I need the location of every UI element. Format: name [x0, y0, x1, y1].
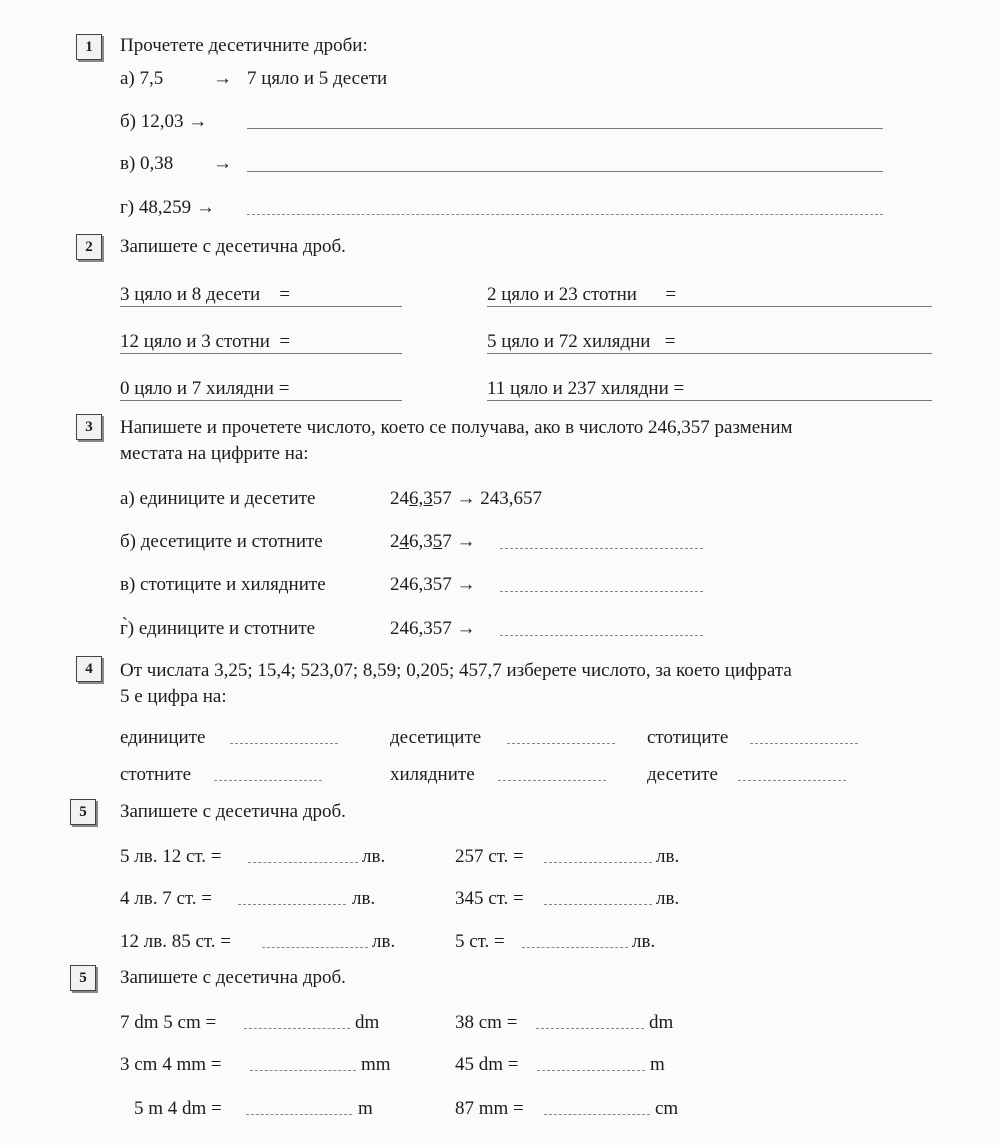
ex4-hundreds-label: стотиците	[647, 727, 729, 748]
ex6-row3-right: 87 mm =	[455, 1098, 524, 1119]
ex6-row3-left-unit: m	[358, 1098, 373, 1119]
ex3-g-answer-line[interactable]	[500, 635, 703, 636]
ex5-row2-left-unit: лв.	[352, 888, 376, 909]
ex4-tens-line[interactable]	[507, 743, 615, 744]
ex2-row1-right-line[interactable]	[487, 306, 932, 307]
exercise-3-title-line2: местата на цифрите на:	[120, 443, 309, 464]
ex1-a-arrow: →	[213, 68, 232, 89]
ex4-tenths-line[interactable]	[738, 780, 846, 781]
ex1-v-arrow: →	[213, 153, 232, 174]
ex2-row3-left: 0 цяло и 7 хилядни =	[120, 378, 290, 399]
ex5-row1-right-unit: лв.	[656, 846, 680, 867]
ex3-b-answer-line[interactable]	[500, 548, 703, 549]
ex4-thousandths-line[interactable]	[498, 780, 606, 781]
exercise-1-number: 1	[76, 34, 102, 60]
ex5-row3-right: 5 ст. =	[455, 931, 505, 952]
ex5-row2-right-unit: лв.	[656, 888, 680, 909]
ex6-row3-left: 5 m 4 dm =	[134, 1098, 222, 1119]
ex2-row1-right: 2 цяло и 23 стотни =	[487, 284, 677, 305]
exercise-5-title: Запишете с десетична дроб.	[120, 801, 346, 822]
exercise-4-title-line1: От числата 3,25; 15,4; 523,07; 8,59; 0,205; 457,7 изберете числото, за което цифрата	[120, 660, 792, 681]
ex4-units-label: единиците	[120, 727, 206, 748]
ex5-row3-left: 12 лв. 85 ст. =	[120, 931, 231, 952]
ex6-row1-left: 7 dm 5 cm =	[120, 1012, 217, 1033]
ex5-row2-left: 4 лв. 7 ст. =	[120, 888, 212, 909]
ex1-v-label: в) 0,38	[120, 153, 174, 174]
ex6-row1-left-unit: dm	[355, 1012, 380, 1033]
exercise-4-number: 4	[76, 656, 102, 682]
ex2-row2-left-line[interactable]	[120, 353, 402, 354]
ex5-row1-right-line[interactable]	[544, 862, 652, 863]
ex6-row1-left-line[interactable]	[244, 1028, 350, 1029]
ex5-row2-left-line[interactable]	[238, 904, 346, 905]
ex6-row2-right-unit: m	[650, 1054, 665, 1075]
exercise-5-number: 5	[70, 799, 96, 825]
ex5-row1-right: 257 ст. =	[455, 846, 524, 867]
ex3-a-number: 246,357 → 243,657	[390, 488, 542, 509]
ex5-row3-right-unit: лв.	[632, 931, 656, 952]
ex5-row2-right-line[interactable]	[544, 904, 652, 905]
ex6-row1-right-unit: dm	[649, 1012, 674, 1033]
ex6-row3-right-unit: cm	[655, 1098, 679, 1119]
ex5-row3-left-unit: лв.	[372, 931, 396, 952]
ex4-units-line[interactable]	[230, 743, 338, 744]
ex2-row3-left-line[interactable]	[120, 400, 402, 401]
ex5-row1-left: 5 лв. 12 ст. =	[120, 846, 222, 867]
ex3-v-label: в) стотиците и хилядните	[120, 574, 326, 595]
exercise-6-number: 5	[70, 965, 96, 991]
ex5-row2-right: 345 ст. =	[455, 888, 524, 909]
ex2-row2-left: 12 цяло и 3 стотни =	[120, 331, 291, 352]
ex5-row3-left-line[interactable]	[262, 947, 368, 948]
ex3-v-number: 246,357 →	[390, 574, 476, 595]
ex6-row3-right-line[interactable]	[544, 1114, 650, 1115]
ex5-row3-right-line[interactable]	[522, 947, 628, 948]
ex3-a-label: а) единиците и десетите	[120, 488, 316, 509]
exercise-2-number: 2	[76, 234, 102, 260]
ex6-row2-right: 45 dm =	[455, 1054, 519, 1075]
ex3-g-label: г̀) единиците и стотните	[120, 618, 316, 639]
ex1-a-answer: 7 цяло и 5 десети	[247, 68, 388, 89]
ex1-g-label: г) 48,259 →	[120, 197, 215, 218]
ex1-v-answer-line[interactable]	[247, 171, 883, 172]
ex4-hundreds-line[interactable]	[750, 743, 858, 744]
ex2-row1-left: 3 цяло и 8 десети =	[120, 284, 290, 305]
ex2-row3-right-line[interactable]	[487, 400, 932, 401]
ex6-row1-right: 38 cm =	[455, 1012, 518, 1033]
ex4-tenths-label: десетите	[647, 764, 718, 785]
exercise-6-title: Запишете с десетична дроб.	[120, 967, 346, 988]
ex6-row2-left: 3 cm 4 mm =	[120, 1054, 222, 1075]
exercise-4-title-line2: 5 е цифра на:	[120, 686, 227, 707]
ex2-row2-right: 5 цяло и 72 хилядни =	[487, 331, 676, 352]
exercise-2-title: Запишете с десетична дроб.	[120, 236, 346, 257]
ex5-row1-left-line[interactable]	[248, 862, 358, 863]
ex6-row2-left-unit: mm	[361, 1054, 391, 1075]
ex4-thousandths-label: хилядните	[390, 764, 475, 785]
ex3-b-number: 246,357 →	[390, 531, 476, 552]
exercise-3-title-line1: Напишете и прочетете числото, което се получава, ако в числото 246,357 разменим	[120, 417, 793, 438]
ex3-b-label: б) десетиците и стотните	[120, 531, 323, 552]
ex4-tens-label: десетиците	[390, 727, 482, 748]
ex6-row2-left-line[interactable]	[250, 1070, 356, 1071]
ex4-hundredths-label: стотните	[120, 764, 192, 785]
ex2-row2-right-line[interactable]	[487, 353, 932, 354]
ex2-row3-right: 11 цяло и 237 хилядни =	[487, 378, 685, 399]
ex1-a-label: а) 7,5	[120, 68, 164, 89]
ex4-hundredths-line[interactable]	[214, 780, 322, 781]
ex3-g-number: 246,357 →	[390, 618, 476, 639]
ex1-g-answer-line[interactable]	[247, 214, 883, 215]
exercise-3-number: 3	[76, 414, 102, 440]
ex2-row1-left-line[interactable]	[120, 306, 402, 307]
ex5-row1-left-unit: лв.	[362, 846, 386, 867]
ex3-v-answer-line[interactable]	[500, 591, 703, 592]
exercise-1-title: Прочетете десетичните дроби:	[120, 35, 368, 56]
ex6-row3-left-line[interactable]	[246, 1114, 352, 1115]
ex1-b-label: б) 12,03 →	[120, 111, 208, 132]
ex1-b-answer-line[interactable]	[247, 128, 883, 129]
ex6-row1-right-line[interactable]	[536, 1028, 644, 1029]
ex6-row2-right-line[interactable]	[537, 1070, 645, 1071]
